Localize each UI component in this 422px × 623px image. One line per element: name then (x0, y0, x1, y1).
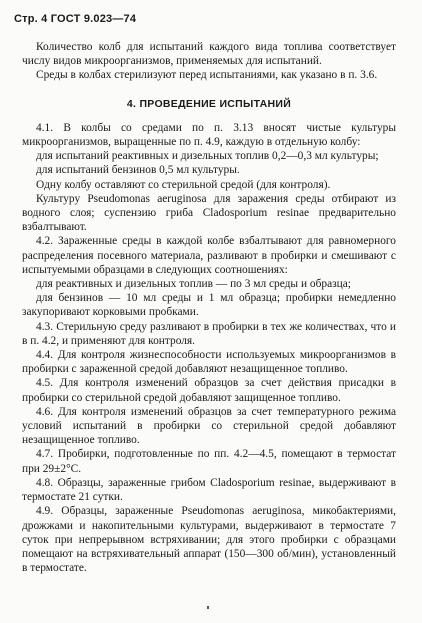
clause-4-5: 4.5. Для контроля изменений образцов за счет действия присадки в пробирки со стерильной средой добавляют защищенное топливо. (22, 377, 396, 404)
scan-speck (207, 606, 209, 609)
clause-4-2: 4.2. Зараженные среды в каждой колбе взбалтывают для равномерного распределения посевного материала, разливают в пробирки и смешивают с испытуемыми образцами в следующих соотношениях: (22, 235, 396, 276)
clause-4-1-control: Одну колбу оставляют со стерильной средой (для контроля). (36, 178, 331, 191)
page-header: Стр. 4 ГОСТ 9.023—74 (14, 13, 137, 25)
clause-4-3: 4.3. Стерильную среду разливают в пробирки в тех же количествах, что и в п. 4.2, и применяют для контроля. (22, 320, 396, 347)
clause-4-1-culture (22, 192, 396, 235)
page-body (22, 40, 396, 575)
text-span: , выдерживают в термостате 21 сутки. (22, 476, 396, 504)
organism-name: Pseudomonas aeruginosa (181, 505, 302, 518)
clause-4-1: 4.1. В колбы со средами по п. 3.13 вносят чистые культуры микроорганизмов, выращенные по п. 4.9, каждую в отдельную колбу: (22, 121, 396, 149)
text-span: для заражения среды отбирают из водного слоя; суспензию гриба (22, 192, 396, 220)
organism-name: Pseudomonas aeruginosa (87, 192, 207, 205)
intro-paragraph-1: Количество колб для испытаний каждого вида топлива соответствует числу видов микроорганизмов, применяемых для испытаний. (22, 41, 396, 68)
clause-4-6: 4.6. Для контроля изменений образцов за счет температурного режима условий испытаний в пробирки со стерильной средой добавляют незащищенное топливо. (22, 405, 396, 447)
clause-4-2-gasoline: для бензинов — 10 мл среды и 1 мл образца; пробирки немедленно закупоривают корковыми пробками. (22, 292, 396, 319)
clause-4-7: 4.7. Пробирки, подготовленные по пп. 4.2—4.5, помещают в термостат при 29±2°С. (22, 448, 396, 475)
intro-paragraph-2: Среды в колбах стерилизуют перед испытаниями, как указано в п. 3.6. (36, 69, 378, 82)
fungus-name: Cladosporium resinae (202, 207, 310, 220)
section-title: 4. ПРОВЕДЕНИЕ ИСПЫТАНИЙ (126, 97, 292, 110)
text-span: , микобактериями, дрожжами и накопительными культурами, выдерживают в термостате 7 суток при непрерывном встряхивании; для этого пробирки с образцами помещают на встряхивательный аппарат (150—300 об/мин), установленный в термостате. (22, 505, 396, 575)
clause-4-4: 4.4. Для контроля жизнеспособности используемых микроорганизмов в пробирки с зараженной средой добавляют незащищенное топливо. (22, 349, 396, 376)
fungus-name: Cladosporium resinae (210, 476, 312, 489)
text-span: Культуру (36, 192, 88, 205)
text-span: 4.9. Образцы, зараженные (36, 505, 182, 518)
clause-4-8 (22, 476, 396, 504)
clause-4-2-jet-diesel: для реактивных и дизельных топлив — по 3 мл среды и образца; (36, 278, 351, 291)
clause-4-9 (22, 504, 396, 575)
clause-4-1-gasoline: для испытаний бензинов 0,5 мл культуры. (36, 164, 240, 177)
clause-4-1-jet-diesel: для испытаний реактивных и дизельных топлив 0,2—0,3 мл культуры; (36, 150, 379, 163)
text-span: 4.8. Образцы, зараженные грибом (36, 476, 211, 489)
text-span: предварительно взбалтывают. (22, 207, 396, 234)
